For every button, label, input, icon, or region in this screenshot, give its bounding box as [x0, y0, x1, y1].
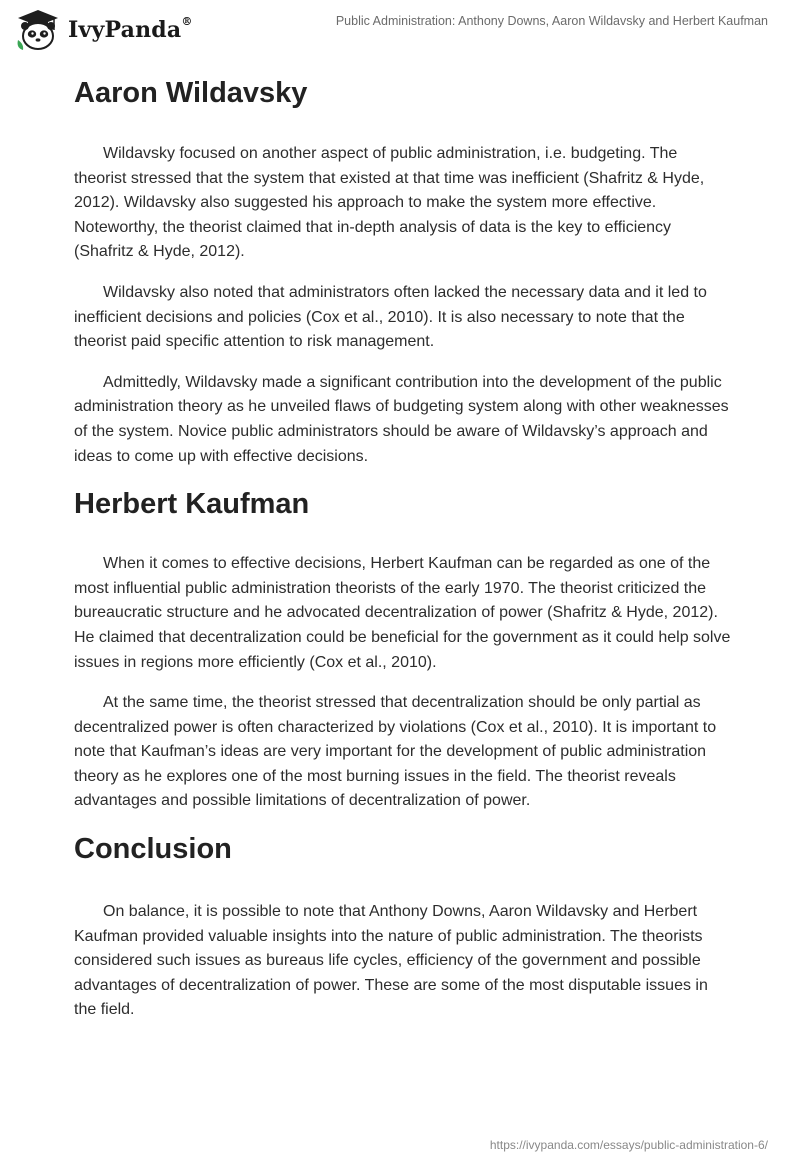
running-title: Public Administration: Anthony Downs, Aaron Wildavsky and Herbert Kaufman: [335, 14, 768, 28]
essay-content: [74, 68, 734, 1023]
paragraph: Admittedly, Wildavsky made a significant contribution into the development of the public administration theory as he unveiled flaws of budgeting system along with other weaknesses of the system. Novice public administrators should be aware of Wildavsky’s approach and ideas to come up with effective decisions.: [74, 373, 729, 465]
section-heading: Aaron Wildavsky: [74, 77, 308, 109]
section-heading: Herbert Kaufman: [74, 488, 310, 521]
paragraph: At the same time, the theorist stressed that decentralization should be only partial as decentralized power is often characterized by violations (Cox et al., 2010). It is important to note that Kaufman’s ideas are very important for the development of public administration theory as he explores one of the most burning issues in the field. The theorist reveals advantages and possible limitations of decentralization of power.: [74, 694, 717, 810]
section-aaron-wildavsky: [74, 68, 734, 469]
section-conclusion: [74, 824, 734, 1023]
brand-name: IvyPanda®: [68, 15, 193, 43]
ivypanda-logo[interactable]: [14, 8, 193, 52]
source-url[interactable]: https://ivypanda.com/essays/public-administration-6/: [489, 1138, 768, 1152]
paragraph: When it comes to effective decisions, Herbert Kaufman can be regarded as one of the most influential public administration theorists of the early 1970. The theorist criticized the bureaucratic structure and he advocated decentralization of power (Shafritz & Hyde, 2012). He claimed that decentralization could be beneficial for the government as it could help solve issues in regions more efficiently (Cox et al., 2010).: [74, 555, 731, 671]
panda-graduate-icon: [14, 8, 62, 52]
section-heading: Conclusion: [74, 833, 232, 866]
paragraph: Wildavsky focused on another aspect of public administration, i.e. budgeting. The theorist stressed that the system that existed at that time was inefficient (Shafritz & Hyde, 2012). Wildavsky also suggested his approach to make the system more effective. Noteworthy, the theorist claimed that in-depth analysis of data is the key to efficiency (Shafritz & Hyde, 2012).: [74, 145, 705, 261]
paragraph: Wildavsky also noted that administrators often lacked the necessary data and it led to inefficient decisions and policies (Cox et al., 2010). It is also necessary to note that the theorist paid specific attention to risk management.: [74, 283, 707, 351]
page-header: [0, 0, 800, 60]
paragraph: On balance, it is possible to note that Anthony Downs, Aaron Wildavsky and Herbert Kaufman provided valuable insights into the nature of public administration. The theorists considered such issues as bureaus life cycles, efficiency of the government and possible advantages of decentralization of power. These are some of the most disputable issues in the field.: [74, 903, 708, 1019]
section-herbert-kaufman: [74, 479, 734, 814]
